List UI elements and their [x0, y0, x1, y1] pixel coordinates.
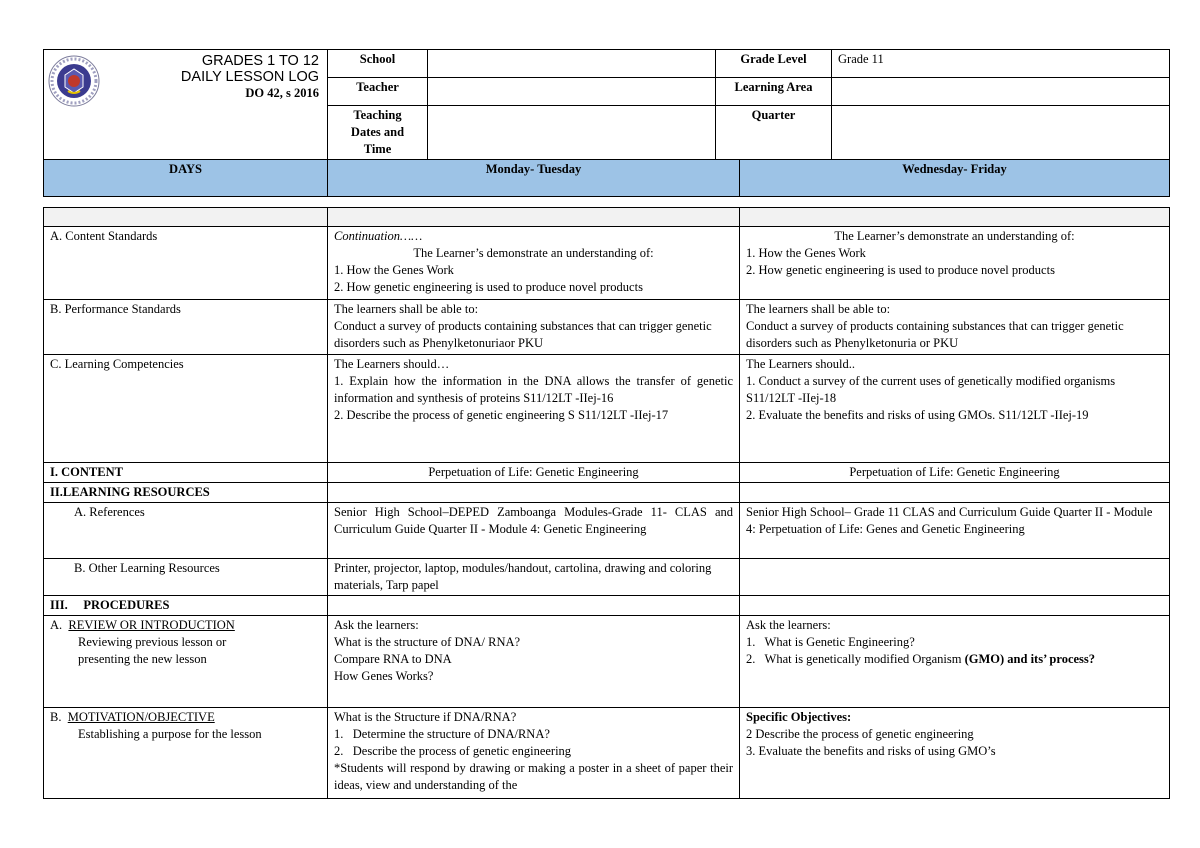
motivation-label-prefix: B. [50, 710, 68, 724]
performance-standards-col1-line2: Conduct a survey of products containing substances that can trigger genetic disorders such as Phenylketonuriaor PKU [334, 319, 712, 350]
learning-area-value[interactable] [832, 78, 1170, 106]
content-col2: Perpetuation of Life: Genetic Engineering [740, 463, 1170, 483]
days-col2-header: Wednesday- Friday [740, 160, 1170, 197]
header-table [43, 49, 1170, 160]
review-col2-line1: Ask the learners: [746, 618, 831, 632]
motivation-col1 [328, 708, 740, 799]
blank-row-label [44, 208, 328, 227]
review-col2-line2: 1. What is Genetic Engineering? [746, 635, 915, 649]
procedures-label: III. PROCEDURES [44, 596, 328, 616]
review-col1-line4: How Genes Works? [334, 669, 434, 683]
lesson-table [43, 159, 1170, 799]
teaching-dates-label-2: Dates and [350, 125, 405, 139]
motivation-col2 [740, 708, 1170, 799]
content-standards-label: A. Content Standards [44, 227, 328, 300]
motivation-col2-line1: Specific Objectives: [746, 710, 852, 724]
review-label-prefix: A. [50, 618, 69, 632]
review-col1 [328, 616, 740, 708]
learning-competencies-col2-line1: The Learners should.. [746, 357, 855, 371]
motivation-col1-line2: 1. Determine the structure of DNA/RNA? [334, 727, 550, 741]
other-resources-col1: Printer, projector, laptop, modules/handout, cartolina, drawing and coloring materials, Tarp papel [328, 559, 740, 596]
learning-resources-col1 [328, 483, 740, 503]
content-standards-col2-line1: The Learner’s demonstrate an understanding of: [834, 229, 1075, 243]
deped-seal-logo-icon [48, 55, 100, 107]
review-label-cell [44, 616, 328, 708]
motivation-col2-line3: 3. Evaluate the benefits and risks of using GMO’s [746, 744, 996, 758]
content-label: I. CONTENT [44, 463, 328, 483]
teaching-dates-label-1: Teaching [353, 108, 402, 122]
review-col1-line2: What is the structure of DNA/ RNA? [334, 635, 521, 649]
learning-competencies-col2-line2: 1. Conduct a survey of the current uses of genetically modified organisms S11/12LT -IIej-18 [746, 374, 1116, 405]
review-label-sub2: presenting the new lesson [78, 652, 207, 666]
references-col2: Senior High School– Grade 11 CLAS and Curriculum Guide Quarter II - Module 4: Perpetuation of Life: Genes and Genetic Engineering [740, 503, 1170, 559]
review-col2 [740, 616, 1170, 708]
learning-competencies-col1 [328, 355, 740, 463]
days-col1-header: Monday- Tuesday [328, 160, 740, 197]
motivation-col2-line2: 2 Describe the process of genetic engineering [746, 727, 974, 741]
content-standards-col1-line2: 1. How the Genes Work [334, 263, 454, 277]
learning-competencies-col1-line2: 1. Explain how the information in the DNA allows the transfer of genetic information and synthesis of proteins S11/12LT -IIej-16 [334, 374, 733, 405]
continuation-text: Continuation…… [334, 229, 423, 243]
form-title-dll: DAILY LESSON LOG [180, 69, 319, 85]
motivation-col1-line4: *Students will respond by drawing or making a poster in a sheet of paper their ideas, view and understanding of the [334, 761, 733, 792]
learning-competencies-col2-line3: 2. Evaluate the benefits and risks of using GMOs. S11/12LT -IIej-19 [746, 408, 1089, 422]
learning-competencies-col1-line3: 2. Describe the process of genetic engineering S S11/12LT -IIej-17 [334, 408, 669, 422]
daily-lesson-log [43, 49, 1169, 799]
review-col1-line3: Compare RNA to DNA [334, 652, 452, 666]
grade-level-value[interactable]: Grade 11 [832, 50, 1170, 78]
school-label: School [328, 50, 428, 78]
performance-standards-col1 [328, 300, 740, 355]
review-col2-line3-a: 2. What is genetically modified Organism [746, 652, 965, 666]
teacher-value[interactable] [428, 78, 716, 106]
other-resources-label: B. Other Learning Resources [44, 559, 328, 596]
form-title-grades: GRADES 1 TO 12 [201, 53, 319, 69]
learning-resources-col2 [740, 483, 1170, 503]
review-label-title: REVIEW OR INTRODUCTION [68, 618, 235, 632]
content-standards-col1-line1: The Learner’s demonstrate an understanding of: [413, 246, 654, 260]
motivation-label-title: MOTIVATION/OBJECTIVE [67, 710, 215, 724]
review-col2-line3-b: (GMO) and its’ process? [964, 652, 1096, 666]
learning-area-label: Learning Area [716, 78, 832, 106]
days-header: DAYS [44, 160, 328, 197]
review-col1-line1: Ask the learners: [334, 618, 419, 632]
teaching-dates-label [328, 106, 428, 160]
review-label-sub1: Reviewing previous lesson or [78, 635, 227, 649]
learning-competencies-col2 [740, 355, 1170, 463]
header-title-cell [44, 50, 328, 160]
content-standards-col1-line3: 2. How genetic engineering is used to produce novel products [334, 280, 643, 294]
other-resources-col2 [740, 559, 1170, 596]
procedures-col1 [328, 596, 740, 616]
performance-standards-col2-line2: Conduct a survey of products containing substances that can trigger genetic disorders such as Phenylketonuria or PKU [746, 319, 1124, 350]
spacer-row [44, 197, 1170, 208]
references-label: A. References [44, 503, 328, 559]
content-standards-col2-line2: 1. How the Genes Work [746, 246, 866, 260]
motivation-label-cell [44, 708, 328, 799]
form-order-number: DO 42, s 2016 [245, 86, 319, 100]
content-standards-col2-line3: 2. How genetic engineering is used to produce novel products [746, 263, 1055, 277]
blank-row-col2 [740, 208, 1170, 227]
performance-standards-col2-line1: The learners shall be able to: [746, 302, 891, 316]
motivation-label-sub: Establishing a purpose for the lesson [78, 727, 262, 741]
teaching-dates-label-3: Time [363, 142, 392, 156]
performance-standards-col1-line1: The learners shall be able to: [334, 302, 479, 316]
quarter-value[interactable] [832, 106, 1170, 160]
quarter-label: Quarter [716, 106, 832, 160]
content-col1: Perpetuation of Life: Genetic Engineering [328, 463, 740, 483]
performance-standards-col2 [740, 300, 1170, 355]
school-value[interactable] [428, 50, 716, 78]
motivation-col1-line3: 2. Describe the process of genetic engineering [334, 744, 572, 758]
learning-competencies-col1-line1: The Learners should… [334, 357, 450, 371]
motivation-col1-line1: What is the Structure if DNA/RNA? [334, 710, 517, 724]
performance-standards-label: B. Performance Standards [44, 300, 328, 355]
content-standards-col2 [740, 227, 1170, 300]
references-col1: Senior High School–DEPED Zamboanga Modules-Grade 11- CLAS and Curriculum Guide Quarter II - Module 4: Genetic Engineering [328, 503, 740, 559]
learning-competencies-label: C. Learning Competencies [44, 355, 328, 463]
teaching-dates-value[interactable] [428, 106, 716, 160]
blank-row-col1 [328, 208, 740, 227]
learning-resources-label: II.LEARNING RESOURCES [44, 483, 328, 503]
grade-level-label: Grade Level [716, 50, 832, 78]
procedures-col2 [740, 596, 1170, 616]
teacher-label: Teacher [328, 78, 428, 106]
content-standards-col1 [328, 227, 740, 300]
